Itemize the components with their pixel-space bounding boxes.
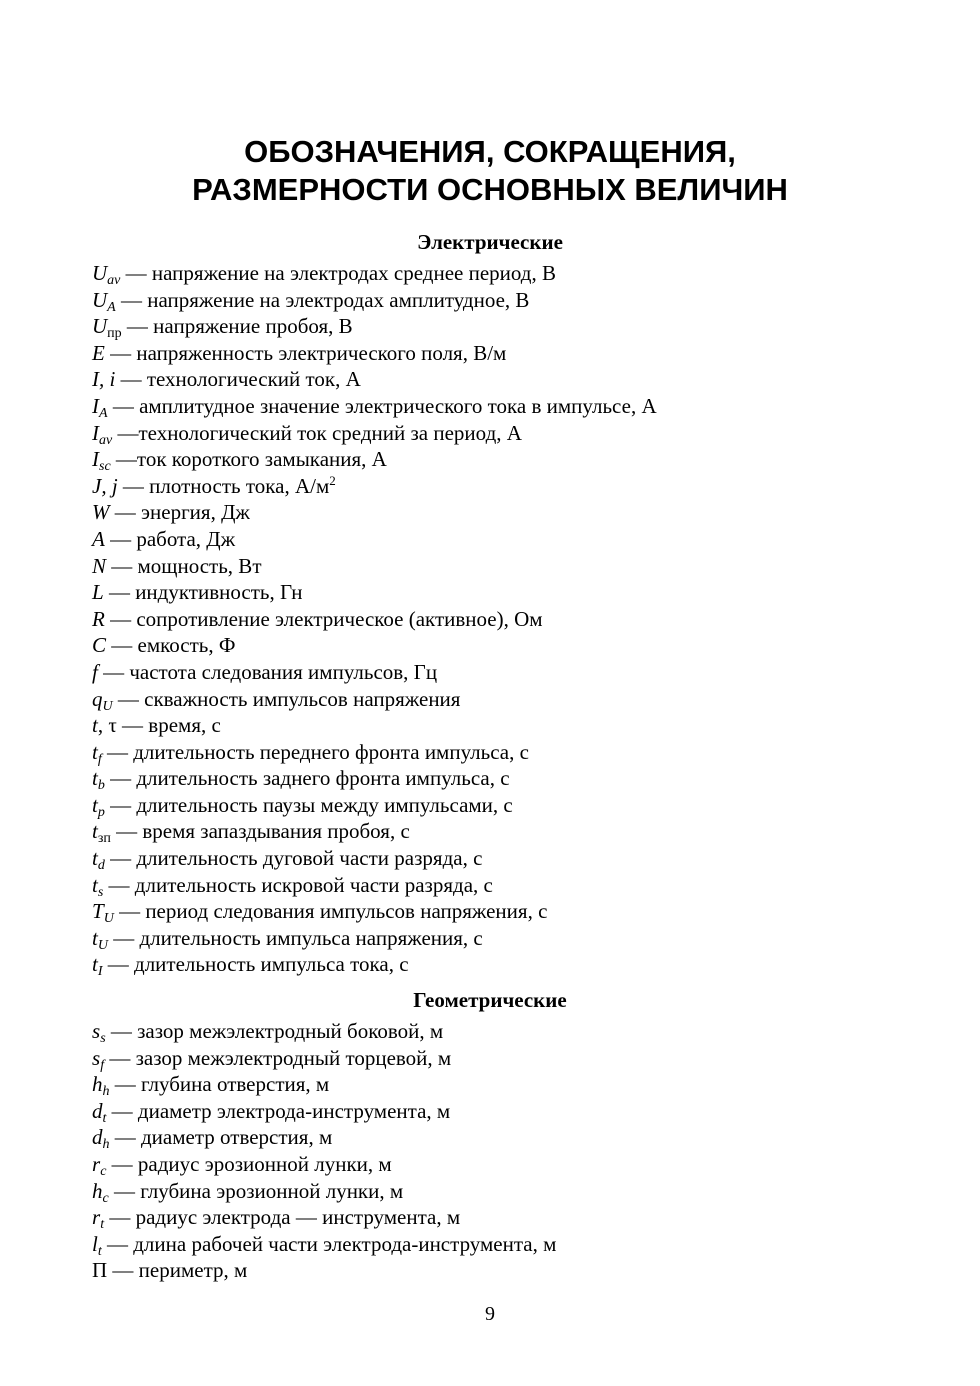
notation-description: — напряжение пробоя, В (121, 314, 353, 339)
notation-subscript: c (100, 1163, 107, 1179)
electric-notation-list (92, 260, 657, 978)
notation-subscript: av (107, 273, 121, 288)
notation-item (92, 579, 657, 606)
notation-symbol: I, i (92, 367, 116, 392)
notation-item (92, 951, 657, 978)
notation-description: — напряжение на электродах среднее период, В (120, 261, 556, 285)
notation-symbol: t (92, 766, 98, 791)
title-line-1: ОБОЗНАЧЕНИЯ, СОКРАЩЕНИЯ, (244, 134, 736, 169)
notation-symbol: t (92, 925, 98, 950)
notation-subscript: A (99, 405, 108, 421)
notation-item (92, 420, 657, 447)
notation-item (92, 1098, 556, 1125)
notation-symbol: t (92, 739, 98, 764)
notation-subscript: I (97, 964, 103, 980)
notation-description: — плотность тока, А/м (117, 473, 330, 498)
notation-description: — диаметр отверстия, м (109, 1125, 333, 1150)
notation-item (92, 1124, 556, 1151)
notation-symbol: W (92, 500, 110, 525)
notation-item (92, 606, 657, 633)
notation-description: — глубина отверстия, м (109, 1072, 330, 1097)
notation-item (92, 366, 657, 393)
notation-item (92, 792, 657, 819)
notation-description: — зазор межэлектродный торцевой, м (104, 1045, 452, 1070)
page-title (0, 133, 980, 209)
notation-symbol: U (92, 261, 108, 285)
notation-item (92, 499, 657, 526)
notation-item (92, 1045, 556, 1072)
notation-item (92, 313, 657, 340)
notation-symbol: r (92, 1205, 101, 1230)
notation-item (92, 526, 657, 553)
notation-item (92, 1178, 556, 1205)
notation-description: — длительность заднего фронта импульса, с (104, 766, 510, 791)
notation-item (92, 1071, 556, 1098)
notation-description: — радиус электрода — инструмента, м (104, 1205, 461, 1230)
notation-description: — радиус эрозионной лунки, м (106, 1151, 392, 1176)
notation-symbol: h (92, 1178, 103, 1203)
notation-subscript: h (102, 1084, 110, 1100)
notation-description: —ток короткого замыкания, А (110, 447, 387, 472)
notation-symbol: t (92, 792, 98, 817)
notation-symbol: R (92, 606, 105, 631)
notation-description: — энергия, Дж (109, 500, 250, 525)
notation-description: — время, с (116, 713, 221, 738)
geometric-notation-list (92, 1018, 556, 1284)
notation-symbol: t (92, 819, 98, 844)
notation-description: — длина рабочей части электрода-инструмента, м (101, 1231, 557, 1256)
notation-symbol: L (92, 580, 104, 605)
notation-symbol: I (92, 447, 99, 472)
notation-symbol: U (92, 314, 108, 339)
notation-symbol: t (92, 846, 98, 871)
notation-subscript: h (102, 1137, 110, 1153)
notation-symbol: r (92, 1151, 101, 1176)
notation-description: — глубина эрозионной лунки, м (108, 1178, 404, 1203)
notation-symbol: t (92, 952, 98, 977)
notation-subscript: b (97, 778, 105, 794)
notation-description: — мощность, Вт (106, 553, 262, 578)
notation-item (92, 872, 657, 899)
section-heading-electric: Электрические (417, 230, 563, 254)
notation-symbol: s (92, 1019, 101, 1043)
notation-item (92, 287, 657, 314)
notation-item (92, 473, 657, 500)
notation-description: — длительность импульса напряжения, с (107, 925, 483, 950)
notation-description: — длительность импульса тока, с (102, 952, 409, 977)
notation-item (92, 898, 657, 925)
notation-subscript: c (102, 1190, 109, 1206)
notation-symbol: T (92, 899, 104, 924)
notation-description: — зазор межэлектродный боковой, м (105, 1019, 444, 1043)
notation-item (92, 632, 657, 659)
notation-subscript: t (97, 1243, 102, 1259)
notation-symbol: t (92, 713, 98, 738)
notation-subscript: зп (97, 831, 111, 847)
notation-symbol: l (92, 1231, 98, 1256)
notation-symbol: s (92, 1045, 101, 1070)
notation-superscript: 2 (329, 472, 336, 488)
notation-subscript: s (97, 884, 104, 900)
page-number: 9 (485, 1303, 495, 1325)
notation-item (92, 1204, 556, 1231)
notation-description: — период следования импульсов напряжения, с (113, 899, 548, 924)
notation-description: — диаметр электрода-инструмента, м (106, 1098, 451, 1123)
notation-symbol: U (92, 287, 108, 312)
notation-subscript: f (100, 1057, 105, 1073)
notation-description: — индуктивность, Гн (103, 580, 303, 605)
notation-symbol: E (92, 340, 105, 365)
notation-description: — скважность импульсов напряжения (112, 686, 461, 711)
notation-item (92, 659, 657, 686)
notation-subscript: U (97, 937, 108, 953)
notation-subscript: A (107, 299, 116, 315)
notation-symbol: C (92, 633, 107, 658)
notation-item (92, 1018, 556, 1045)
notation-subscript: p (97, 804, 105, 820)
notation-subscript: t (100, 1217, 105, 1233)
notation-symbol: A (92, 526, 105, 551)
notation-subscript: пр (107, 326, 122, 342)
notation-item (92, 340, 657, 367)
notation-item (92, 1257, 556, 1284)
notation-description: — напряженность электрического поля, В/м (104, 340, 507, 365)
notation-description: — напряжение на электродах амплитудное, В (115, 287, 530, 312)
notation-description: —технологический ток средний за период, А (112, 420, 522, 445)
notation-symbol: q (92, 686, 103, 711)
notation-item (92, 765, 657, 792)
notation-item (92, 393, 657, 420)
notation-subscript: sc (99, 459, 111, 475)
notation-symbol: I (92, 420, 99, 445)
notation-description: — емкость, Ф (106, 633, 236, 658)
notation-item (92, 739, 657, 766)
notation-symbol: I (92, 393, 99, 418)
title-line-2: РАЗМЕРНОСТИ ОСНОВНЫХ ВЕЛИЧИН (192, 172, 788, 207)
notation-description: — длительность переднего фронта импульса, с (101, 739, 529, 764)
notation-subscript: t (102, 1110, 107, 1126)
notation-symbol: J, j (92, 473, 118, 498)
notation-item (92, 446, 657, 473)
notation-item (92, 712, 657, 739)
notation-symbol: N (92, 553, 107, 578)
notation-item (92, 818, 657, 845)
notation-subscript: f (97, 751, 102, 767)
notation-subscript: av (99, 432, 113, 448)
notation-description: — работа, Дж (104, 526, 236, 551)
notation-symbol: t (92, 872, 98, 897)
notation-subscript: U (102, 698, 113, 714)
notation-subscript: d (97, 858, 105, 874)
notation-symbol: П (92, 1258, 108, 1283)
notation-symbol-extra: , τ (97, 713, 117, 738)
notation-description: — длительность искровой части разряда, с (103, 872, 493, 897)
notation-item (92, 845, 657, 872)
notation-description: — амплитудное значение электрического тока в импульсе, А (107, 393, 657, 418)
notation-description: — технологический ток, А (115, 367, 361, 392)
notation-item (92, 686, 657, 713)
notation-description: — длительность дуговой части разряда, с (104, 846, 483, 871)
notation-description: — время запаздывания пробоя, с (110, 819, 410, 844)
notation-subscript: s (100, 1031, 106, 1046)
notation-subscript: U (103, 911, 114, 927)
notation-symbol: f (92, 659, 98, 684)
section-heading-geometric: Геометрические (413, 988, 567, 1012)
notation-description: — сопротивление электрическое (активное), Ом (104, 606, 543, 631)
notation-symbol: h (92, 1072, 103, 1097)
notation-symbol: d (92, 1125, 103, 1150)
notation-item (92, 1231, 556, 1258)
notation-description: — длительность паузы между импульсами, с (104, 792, 513, 817)
notation-item (92, 260, 657, 287)
notation-description: — частота следования импульсов, Гц (97, 659, 438, 684)
notation-item (92, 553, 657, 580)
notation-item (92, 1151, 556, 1178)
notation-item (92, 925, 657, 952)
notation-symbol: d (92, 1098, 103, 1123)
notation-description: — периметр, м (107, 1258, 248, 1283)
